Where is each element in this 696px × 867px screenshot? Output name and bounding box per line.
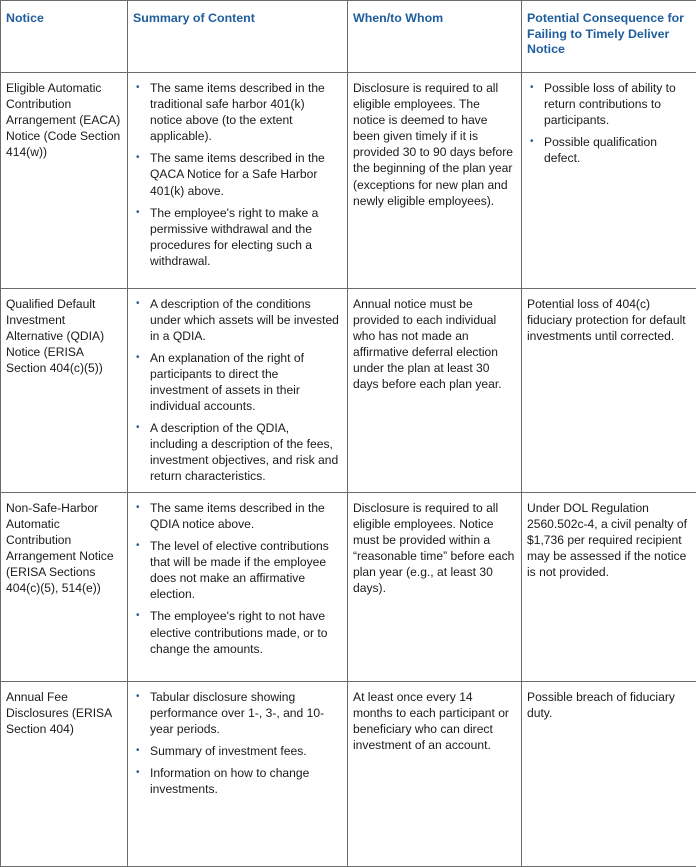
when-cell: At least once every 14 months to each participant or beneficiary who can direct investment of an account. [348, 681, 522, 866]
header-summary: Summary of Content [128, 1, 348, 73]
consequence-cell [522, 73, 696, 289]
list-item: • Possible loss of ability to return contributions to participants. [529, 80, 689, 128]
summary-cell [128, 288, 348, 492]
table-row [1, 492, 696, 681]
summary-cell [128, 681, 348, 866]
list-item: • The same items described in the QDIA notice above. [135, 500, 340, 532]
list-item: • The employee's right to make a permissive withdrawal and the procedures for electing such a withdrawal. [135, 205, 340, 269]
consequence-cell: Potential loss of 404(c) fiduciary protection for default investments until corrected. [522, 288, 696, 492]
consequence-list [529, 80, 689, 166]
list-item: • Summary of investment fees. [135, 743, 340, 759]
table-row [1, 288, 696, 492]
summary-cell [128, 492, 348, 681]
list-item: • Information on how to change investments. [135, 765, 340, 797]
header-row [1, 1, 696, 73]
header-when-to-whom: When/to Whom [348, 1, 522, 73]
when-cell: Disclosure is required to all eligible employees. Notice must be provided within a “reasonable time” before each plan year (e.g., at least 30 days). [348, 492, 522, 681]
summary-list [135, 296, 340, 485]
notice-cell: Annual Fee Disclosures (ERISA Section 404) [1, 681, 128, 866]
summary-list [135, 80, 340, 269]
list-item: • A description of the QDIA, including a description of the fees, investment objectives, and risk and return characteristics. [135, 420, 340, 484]
list-item: • An explanation of the right of participants to direct the investment of assets in their individual accounts. [135, 350, 340, 414]
list-item: • The employee's right to not have elective contributions made, or to change the amounts. [135, 608, 340, 656]
notice-cell: Non-Safe-Harbor Automatic Contribution Arrangement Notice (ERISA Sections 404(c)(5), 514(e)) [1, 492, 128, 681]
list-item: • The same items described in the traditional safe harbor 401(k) notice above (to the extent applicable). [135, 80, 340, 144]
notice-cell: Qualified Default Investment Alternative (QDIA) Notice (ERISA Section 404(c)(5)) [1, 288, 128, 492]
summary-list [135, 500, 340, 657]
header-notice: Notice [1, 1, 128, 73]
table-row [1, 73, 696, 289]
table-row [1, 681, 696, 866]
summary-list [135, 689, 340, 798]
header-consequence: Potential Consequence for Failing to Timely Deliver Notice [522, 1, 696, 73]
list-item: • A description of the conditions under which assets will be invested in a QDIA. [135, 296, 340, 344]
list-item: • Tabular disclosure showing performance over 1-, 3-, and 10-year periods. [135, 689, 340, 737]
notice-cell: Eligible Automatic Contribution Arrangement (EACA) Notice (Code Section 414(w)) [1, 73, 128, 289]
when-cell: Disclosure is required to all eligible employees. The notice is deemed to have been given timely if it is provided 30 to 90 days before the beginning of the plan year (exceptions for new plan and newly eligible employees). [348, 73, 522, 289]
when-cell: Annual notice must be provided to each individual who has not made an affirmative deferral election under the plan at least 30 days before each plan year. [348, 288, 522, 492]
list-item: • The level of elective contributions that will be made if the employee does not make an affirmative election. [135, 538, 340, 602]
summary-cell [128, 73, 348, 289]
consequence-cell: Under DOL Regulation 2560.502c-4, a civil penalty of $1,736 per required recipient may be assessed if the notice is not provided. [522, 492, 696, 681]
consequence-cell: Possible breach of fiduciary duty. [522, 681, 696, 866]
list-item: • The same items described in the QACA Notice for a Safe Harbor 401(k) above. [135, 150, 340, 198]
list-item: • Possible qualification defect. [529, 134, 689, 166]
